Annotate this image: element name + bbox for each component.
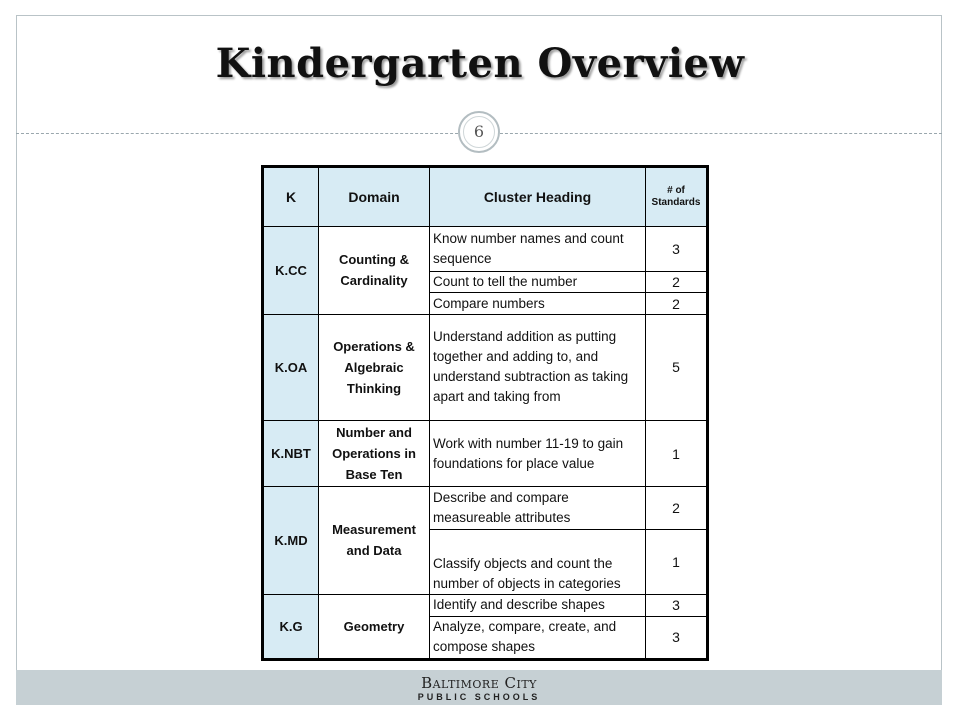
logo-subtitle: PUBLIC SCHOOLS (417, 692, 541, 702)
standards-count: 1 (646, 420, 708, 486)
cluster-heading: Analyze, compare, create, and compose shapes (430, 616, 646, 659)
table-row (263, 314, 708, 420)
standards-count: 2 (646, 487, 708, 530)
domain-name: Operations & Algebraic Thinking (319, 314, 430, 420)
header-cluster: Cluster Heading (430, 167, 646, 227)
cluster-heading: Understand addition as putting together and adding to, and understand subtraction as taking apart and taking from (430, 314, 646, 420)
header-standards: # of Standards (646, 167, 708, 227)
cluster-heading: Describe and compare measureable attributes (430, 487, 646, 530)
standards-count: 5 (646, 314, 708, 420)
domain-name: Number and Operations in Base Ten (319, 420, 430, 486)
standards-count: 3 (646, 227, 708, 272)
standards-count: 3 (646, 594, 708, 616)
page-number-badge (458, 111, 500, 153)
domain-code: K.NBT (263, 420, 319, 486)
logo-district-name: Baltimore City (421, 674, 537, 692)
cluster-heading: Classify objects and count the number of objects in categories (430, 530, 646, 594)
cluster-heading: Compare numbers (430, 293, 646, 314)
cluster-heading: Count to tell the number (430, 272, 646, 293)
domain-code: K.OA (263, 314, 319, 420)
domain-name: Measurement and Data (319, 487, 430, 594)
page-number: 6 (473, 122, 485, 141)
cluster-heading: Identify and describe shapes (430, 594, 646, 616)
header-domain: Domain (319, 167, 430, 227)
standards-count: 2 (646, 293, 708, 314)
domain-code: K.G (263, 594, 319, 659)
slide-title: Kindergarten Overview (215, 40, 745, 87)
domain-code: K.CC (263, 227, 319, 314)
cluster-heading: Know number names and count sequence (430, 227, 646, 272)
table-row (263, 227, 708, 272)
table-row (263, 420, 708, 486)
standards-table (261, 165, 709, 661)
table-header-row (263, 167, 708, 227)
standards-count: 2 (646, 272, 708, 293)
standards-count: 3 (646, 616, 708, 659)
footer-bar (16, 670, 942, 705)
table-row (263, 487, 708, 530)
domain-name: Geometry (319, 594, 430, 659)
header-code: K (263, 167, 319, 227)
table-row (263, 594, 708, 616)
cluster-heading: Work with number 11-19 to gain foundations for place value (430, 420, 646, 486)
standards-count: 1 (646, 530, 708, 594)
domain-code: K.MD (263, 487, 319, 594)
domain-name: Counting & Cardinality (319, 227, 430, 314)
